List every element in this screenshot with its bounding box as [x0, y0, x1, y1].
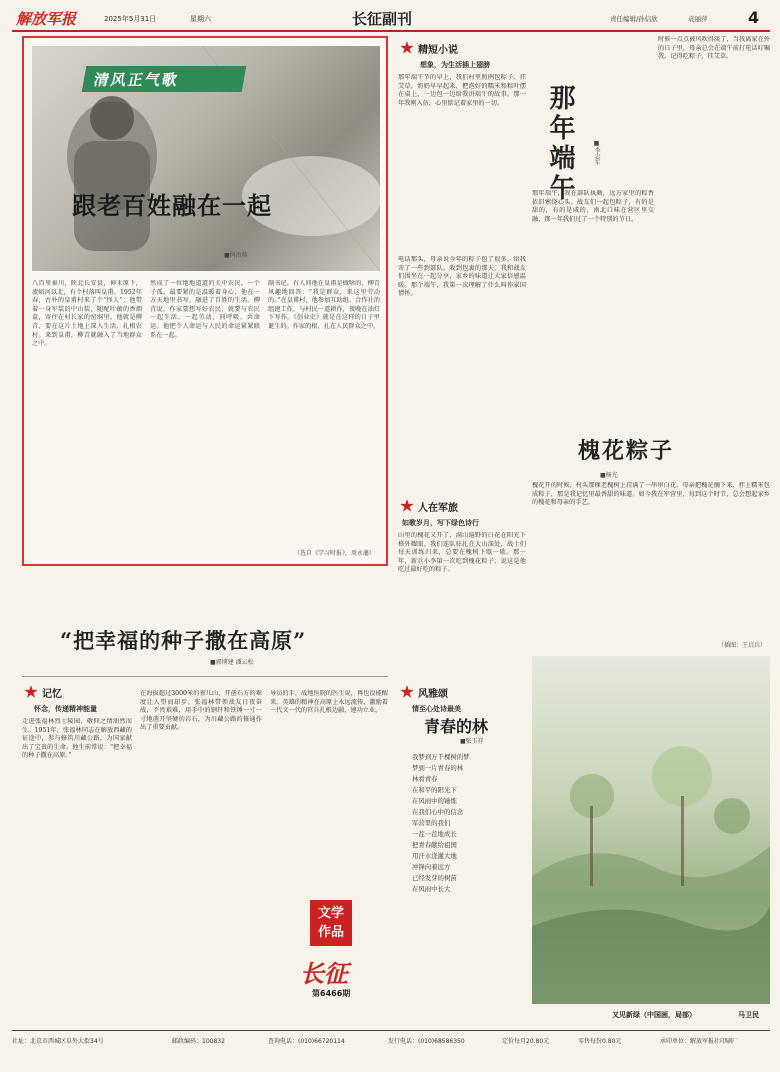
footer-address: 社址：北京市西城区阜外大街34号 [12, 1038, 104, 1045]
jiyi-text-col1: 走进张福林烈士陵园，敬仰之情油然而生。1951年，张福林同志在解放西藏的征途中，参与修筑川藏公路，为国家献出了宝贵的生命。他生前常说：“把幸福的种子撒在高原。” [22, 718, 132, 760]
masthead [12, 6, 770, 30]
wenxue-badge-line2: 作品 [317, 925, 344, 940]
renzaijunlv-text: 山里的槐花又开了，满山遍野的白花在阳光下格外耀眼。我们连队驻扎在大山深处，战士们每天训练归来，总要在槐树下歇一歇。那一年，新兵小李第一次吃到槐花粽子，说这是他吃过最好吃的粽子。 [398, 532, 526, 574]
feature-text-col2: 然成了一位地地道道的关中农民。一个子孤，最要紧的是温暖着身心，他在一方天地里书写，融进了百姓的生活。柳青说，作家要想写好农民，就要与农民一起生活、一起劳动，同呼吸、共命运。他把个人命运与人民的命运紧紧联系在一起。 [150, 280, 260, 339]
feature-text-col1: 八百里秦川，陕北长安县，神禾原下，流峪河以北，有个村落叫皇甫。1952年春，古朴的皇甫村来了个“怪人”：他带着一身军装的中山装，随配叶蕴的香烟盒，寄住在村长家的窑洞里。他就是柳青，要在这片土地上深入生活、扎根农村。来到皇甫，柳青就融入了当地群众之中。 [32, 280, 142, 348]
jingduan-tag: 精短小说 [400, 40, 458, 56]
footer [12, 1036, 770, 1050]
feature-author: ■何治帅 [224, 252, 248, 259]
footer-rule [12, 1030, 770, 1031]
painting-caption: 又见新绿（中国画，局部） [612, 1011, 696, 1019]
wenxue-badge [310, 900, 352, 946]
jiyi-text-col2: 在海拔超过3000米的雀儿山，开凿石方的难度让人望而却步。张福林带领战友日夜奋战，不畏艰难，用手中的钢钎和铁锤一寸一寸地凿开坚硬的岩石，为川藏公路的修通作出了重要贡献。 [140, 690, 262, 732]
huaihua-signature: （插图：王启兵） [718, 642, 767, 649]
renzaijunlv-subtitle: 如歌岁月，写下绿色诗行 [402, 519, 479, 527]
feature-text-col3: 副书记。有人问他在皇甫是做啥的，柳青风趣地回答：“我是群众，来这里劳动的。”在皇甫村，他参加互助组、合作社的组建工作，与村民一道耕作，夜晚在油灯下写作。《创业史》就是在这样的日子里诞生的。作家的根，扎在人民群众之中。 [268, 280, 380, 330]
huaihua-text: 槐花开的时候，村头那棵老槐树上挂满了一串串白花。母亲把槐花摘下来，拌上糯米包成粽子，那是我记忆里最香甜的味道。如今我在军营里，每到这个时节，总会想起家乡的槐花和母亲的手艺。 [532, 482, 770, 507]
feature-banner-text: 清风正气歌 [92, 71, 181, 89]
jingduan-text-col2: 电话那头，母亲说今年的粽子包了很多，给我寄了一些到部队。收到包裹的那天，我和战友们围坐在一起分享，家乡的味道让大家倍感温暖。那个端午，我第一次理解了什么叫作家国情怀。 [398, 256, 526, 298]
naduan-text-col1: 时候一点点被风吹得淡了，当我离家在外的日子里，母亲总会在端午前打电话叮嘱我，记得吃粽子、挂艾草。 [658, 36, 770, 61]
poem-line: 在我们心中的信念 [412, 808, 464, 816]
huaihua-author: ■杨光 [600, 472, 618, 479]
footer-distribution: 发行电话：(010)68586350 [388, 1038, 465, 1045]
footer-price: 定价每月20.80元 [502, 1038, 550, 1045]
poem-line: 已经发芽的树苗 [412, 874, 457, 882]
naduan-text-col2: 那年端午，我在部队执勤，远方家里的粽香依旧萦绕心头。战友们一起包粽子，有的是甜的，有的是咸的，南北口味在营区里交融，那一年我们过了一个特别的节日。 [532, 190, 654, 223]
poem-line: 把青春献给祖国 [412, 841, 457, 849]
brand-calligraphy: 长征 [300, 959, 348, 988]
proof-credit: 袁丽萍 [688, 15, 708, 23]
newspaper-logo: 解放军报 [16, 10, 77, 28]
footer-printer: 承印单位：解放军报社印刷厂 [660, 1038, 739, 1045]
jiyi-tag: 记忆 [24, 684, 62, 700]
masthead-date: 2025年5月31日 [104, 15, 157, 23]
poem-line: 在风雨中长大 [412, 885, 451, 893]
star-icon [400, 499, 414, 513]
painting [532, 656, 770, 1004]
poem-title: 青春的林 [424, 717, 489, 736]
jingduan-subtitle: 想象，为生活插上翅膀 [420, 61, 490, 69]
poem-line: 用汗水浇灌大地 [412, 852, 457, 860]
jiyi-text-col3: 导员的手，战地医院的医生说，再也没能醒来。英雄的精神在高原上永远流传，激励着一代又一代的官兵扎根边疆，建功立业。 [270, 690, 388, 715]
naduan-title: 那年端午 [545, 84, 575, 204]
masthead-rule [12, 30, 770, 32]
naduan-author: ■李志军 [593, 140, 600, 165]
section-name: 长征副刊 [352, 10, 413, 28]
poem-author: ■张玉祥 [460, 738, 484, 745]
poem-lines [412, 752, 522, 962]
poem-line: 军营里的我们 [412, 819, 451, 827]
feature-title: 跟老百姓融在一起 [72, 191, 272, 220]
feature-box [22, 36, 388, 566]
poem-line: 冲锋向着远方 [412, 863, 451, 871]
wenxue-badge-line1: 文学 [317, 906, 344, 921]
seed-title: “把幸福的种子撒在高原” [60, 628, 307, 653]
footer-postcode: 邮政编码：100832 [172, 1038, 225, 1045]
poem-line: 在风雨中的锤炼 [412, 797, 457, 805]
footer-retail: 零售每份0.80元 [578, 1038, 622, 1045]
poem-line: 一茬一茬地成长 [412, 830, 457, 838]
star-icon [400, 685, 414, 699]
seed-author: ■郭博建 潘云松 [210, 659, 254, 666]
poem-line: 我梦到万千棵树的梦 [412, 753, 470, 761]
page-number: 4 [748, 8, 760, 27]
masthead-weekday: 星期六 [190, 15, 211, 23]
seed-rule [22, 676, 388, 677]
jiyi-subtitle: 怀念，传递精神能量 [34, 705, 97, 713]
fengya-tag: 风雅颂 [400, 684, 448, 700]
star-icon [24, 685, 38, 699]
footer-hotline: 查询电话：(010)66720114 [268, 1038, 345, 1045]
jingduan-text-col1: 那年端午节的早上，我们村里照例包粽子、挂艾草。奶奶早早起来，把泡好的糯米和粽叶摆在桌上，一边包一边给我讲端午的故事。那一年我刚入伍，心里惦记着家里的一切。 [398, 74, 526, 107]
poem-line: 在和平的阳光下 [412, 786, 457, 794]
star-icon [400, 41, 414, 55]
issue-number: 第6466期 [312, 989, 351, 998]
huaihua-title: 槐花粽子 [578, 438, 675, 464]
fengya-subtitle: 情至心处诗最美 [412, 705, 461, 713]
poem-line: 林看青春 [412, 775, 438, 783]
feature-banner [82, 66, 247, 92]
feature-source: （选自《学习时报》，周永藩） [294, 550, 376, 557]
poem-line: 梦到一片青春的林 [412, 764, 464, 772]
editor-credit: 责任编辑/孙信欣 [610, 15, 658, 23]
painting-author: 马卫民 [738, 1011, 759, 1019]
painting-art [532, 656, 770, 1004]
renzaijunlv-tag: 人在军旅 [400, 498, 458, 514]
